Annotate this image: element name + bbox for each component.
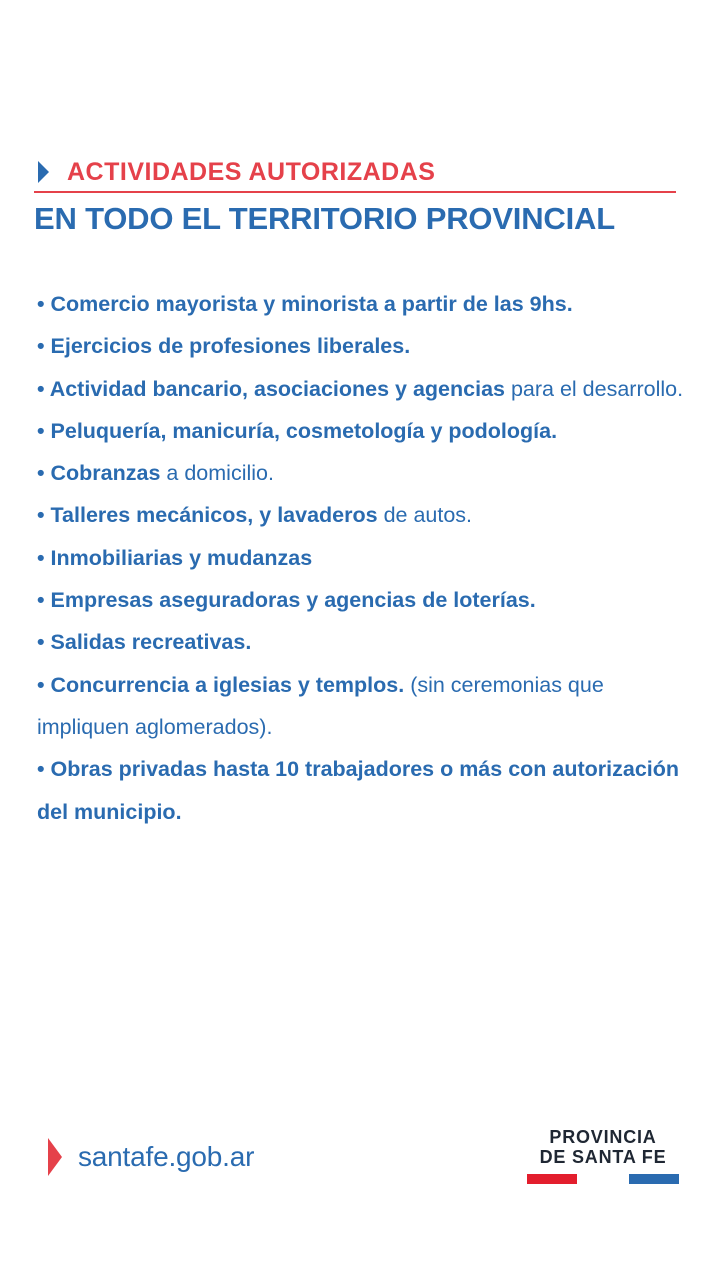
item-bold-text: Talleres mecánicos, y lavaderos xyxy=(50,503,378,528)
kicker-row xyxy=(34,155,676,189)
logo-line-1: PROVINCIA xyxy=(549,1127,657,1147)
kicker-title: ACTIVIDADES AUTORIZADAS xyxy=(67,157,436,186)
header xyxy=(34,155,676,237)
item-bold-text: Actividad bancario, asociaciones y agencias xyxy=(49,376,505,401)
list-item: • Cobranzas a domicilio. xyxy=(37,461,274,486)
list-item: • Peluquería, manicuría, cosmetología y podología. xyxy=(37,418,558,443)
item-bold-text: Inmobiliarias y mudanzas xyxy=(50,545,313,570)
logo-red-bar xyxy=(527,1174,577,1184)
play-arrow-icon xyxy=(38,161,49,183)
play-arrow-icon xyxy=(48,1138,62,1176)
logo-line-2: DE SANTA FE xyxy=(539,1147,667,1167)
list-item: • Concurrencia a iglesias y templos. (sin ceremonias que impliquen aglomerados). xyxy=(37,672,604,739)
page-title: EN TODO EL TERRITORIO PROVINCIAL xyxy=(34,201,615,236)
website-link[interactable] xyxy=(48,1138,254,1176)
item-bold-text: Salidas recreativas. xyxy=(50,630,252,655)
item-bold-text: Concurrencia a iglesias y templos. xyxy=(50,672,405,697)
item-bold-text: Obras privadas hasta 10 trabajadores o más con autorización del municipio. xyxy=(37,757,680,824)
item-rest-text: a domicilio. xyxy=(160,461,274,486)
list-item: • Talleres mecánicos, y lavaderos de autos. xyxy=(37,503,473,528)
list-item: • Empresas aseguradoras y agencias de loterías. xyxy=(37,588,536,613)
logo-bars xyxy=(527,1174,679,1184)
divider xyxy=(34,191,676,193)
list-item: • Salidas recreativas. xyxy=(37,630,252,655)
list-item: • Comercio mayorista y minorista a partir de las 9hs. xyxy=(37,292,573,316)
item-bold-text: Comercio mayorista y minorista a partir de las 9hs. xyxy=(50,292,573,316)
activities-list xyxy=(37,283,687,833)
list-item: • Obras privadas hasta 10 trabajadores o más con autorización del municipio. xyxy=(37,757,680,824)
item-bold-text: Peluquería, manicuría, cosmetología y podología. xyxy=(50,418,558,443)
item-bold-text: Empresas aseguradoras y agencias de loterías. xyxy=(50,588,536,613)
item-rest-text: (sin ceremonias que impliquen aglomerados). xyxy=(37,672,604,739)
item-rest-text: para el desarrollo. xyxy=(504,376,684,401)
item-bold-text: Ejercicios de profesiones liberales. xyxy=(50,334,411,359)
logo-blue-bar xyxy=(629,1174,679,1184)
item-bold-text: Cobranzas xyxy=(50,461,161,486)
province-logo xyxy=(527,1127,679,1184)
list-item: • Actividad bancario, asociaciones y agencias para el desarrollo. xyxy=(37,376,684,401)
website-text[interactable]: santafe.gob.ar xyxy=(78,1141,255,1172)
item-rest-text: de autos. xyxy=(377,503,473,528)
list-item: • Ejercicios de profesiones liberales. xyxy=(37,334,411,359)
list-item: • Inmobiliarias y mudanzas xyxy=(37,545,313,570)
